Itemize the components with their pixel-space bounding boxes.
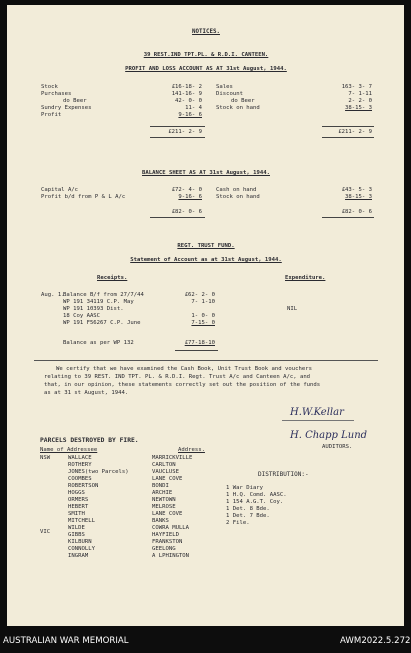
- list-item: ARCHIE: [152, 490, 173, 496]
- pl-left-label: Purchases: [41, 91, 72, 97]
- list-item: HEBERT: [68, 504, 89, 510]
- expenditure-value: NIL: [287, 306, 298, 312]
- balance-value: £77-18-10: [184, 340, 215, 346]
- list-item: GIBBS: [68, 532, 85, 538]
- pl-left-label: Profit: [41, 112, 62, 118]
- pl-left-total: £211- 2- 9: [168, 129, 202, 135]
- receipt-value: 1- 0- 0: [191, 313, 215, 319]
- list-item: WILDE: [68, 525, 85, 531]
- parcels-title: PARCELS DESTROYED BY FIRE.: [40, 437, 139, 444]
- total-rule: [150, 126, 205, 127]
- certify-line: as at 31 st August, 1944.: [44, 390, 129, 396]
- trust-subtitle: Statement of Account as at 31st August, 1944.: [130, 257, 282, 263]
- list-item: KILBURN: [68, 539, 92, 545]
- bs-left-label: Capital A/c: [41, 187, 79, 193]
- receipt-value: 7-15- 0: [191, 320, 215, 326]
- bs-right-value: 38-15- 3: [345, 194, 372, 200]
- auditor-signature-1: H.W.Kellar: [290, 407, 344, 418]
- list-item: VAUCLUSE: [152, 469, 179, 475]
- list-item: HOGGS: [68, 490, 85, 496]
- pl-left-label: Stock: [41, 84, 58, 90]
- auditors-label: AUDITORS.: [322, 444, 353, 450]
- bs-left-value: 9-16- 6: [178, 194, 202, 200]
- parcels-name-header: Name of Addressee: [40, 447, 98, 453]
- pl-left-value: 42- 0- 0: [175, 98, 202, 104]
- list-item: COOMBES: [68, 476, 92, 482]
- archive-credit: AUSTRALIAN WAR MEMORIAL: [3, 636, 129, 646]
- pl-left-label: Sundry Expenses: [41, 105, 92, 111]
- list-item: 2 File.: [226, 520, 250, 526]
- list-item: MARRICKVILLE: [152, 455, 193, 461]
- receipt-value: 7- 1-10: [191, 299, 215, 305]
- receipt-label: WP 191 10393 Dist.: [63, 306, 124, 312]
- list-item: 1 Det. 7 Bde.: [226, 513, 270, 519]
- bs-title: BALANCE SHEET AS AT 31st August, 1944.: [142, 170, 270, 176]
- list-item: LANE COVE: [152, 476, 183, 482]
- pl-right-value: 7- 1-11: [348, 91, 372, 97]
- total-rule: [322, 217, 374, 218]
- list-item: A LPHINGTON: [152, 553, 190, 559]
- bs-left-total: £82- 0- 6: [171, 209, 202, 215]
- pl-right-value: 38-15- 3: [345, 105, 372, 111]
- bs-right-label: Cash on hand: [216, 187, 257, 193]
- list-item: JONES(two Parcels): [68, 469, 129, 475]
- bs-left-value: £72- 4- 0: [171, 187, 202, 193]
- trust-title: REGT. TRUST FUND.: [177, 243, 235, 249]
- receipt-label: WP 191 F56267 C.P. June: [63, 320, 141, 326]
- list-item: MELROSE: [152, 504, 176, 510]
- pl-title: PROFIT AND LOSS ACCOUNT AS AT 31st August, 1944.: [125, 66, 287, 72]
- receipt-label: 18 Coy AASC: [63, 313, 101, 319]
- pl-right-label: Discount: [216, 91, 243, 97]
- list-item: GEELONG: [152, 546, 176, 552]
- certify-line: We certify that we have examined the Cash Book, Unit Trust Book and vouchers: [56, 366, 312, 372]
- pl-right-label: do Beer: [231, 98, 255, 104]
- pl-left-label: do Beer: [63, 98, 87, 104]
- bs-left-label: Profit b/d from P & L A/c: [41, 194, 126, 200]
- list-item: 1 War Diary: [226, 485, 264, 491]
- section-divider: [34, 360, 378, 361]
- expenditure-label: Expenditure.: [285, 275, 326, 281]
- pl-right-value: 2- 2- 0: [348, 98, 372, 104]
- parcels-address-header: Address.: [178, 447, 205, 453]
- pl-right-value: 163- 3- 7: [341, 84, 372, 90]
- unit-title: 39 REST.IND TPT.PL. & R.D.I. CANTEEN.: [143, 52, 269, 58]
- balance-label: Balance as per WP 132: [63, 340, 134, 346]
- list-item: LANE COVE: [152, 511, 183, 517]
- list-item: MITCHELL: [68, 518, 95, 524]
- list-item: CONNOLLY: [68, 546, 95, 552]
- distribution-title: DISTRIBUTION:-: [258, 471, 309, 478]
- total-rule: [150, 137, 205, 138]
- list-item: NEWTOWN: [152, 497, 176, 503]
- receipt-date: Aug. 1.: [41, 292, 65, 298]
- pl-left-value: 141-16- 9: [171, 91, 202, 97]
- list-item: COWRA MULLA: [152, 525, 190, 531]
- receipts-label: Receipts.: [97, 275, 128, 281]
- bs-right-value: £43- 5- 3: [341, 187, 372, 193]
- state-nsw: NSW: [40, 455, 51, 461]
- certify-line: relating to 39 REST. IND TPT. PL. & R.D.I. Regt. Trust A/c and Canteen A/c, and: [44, 374, 311, 380]
- list-item: 1 154 A.G.T. Coy.: [226, 499, 284, 505]
- list-item: 1 Det. 8 Bde.: [226, 506, 270, 512]
- notices-header: NOTICES.: [192, 29, 220, 35]
- auditor-signature-2: H. Chapp Lund: [290, 430, 368, 441]
- total-rule: [322, 137, 374, 138]
- total-rule: [322, 126, 374, 127]
- list-item: ROTHERY: [68, 462, 92, 468]
- pl-right-total: £211- 2- 9: [338, 129, 372, 135]
- total-rule: [150, 217, 205, 218]
- list-item: 1 H.Q. Comd. AASC.: [226, 492, 287, 498]
- signature-rule: [282, 420, 354, 421]
- bs-right-total: £82- 0- 6: [341, 209, 372, 215]
- pl-right-label: Stock on hand: [216, 105, 260, 111]
- certify-line: that, in our opinion, these statements correctly set out the position of the funds: [44, 382, 321, 388]
- list-item: SMITH: [68, 511, 85, 517]
- total-rule: [175, 350, 218, 351]
- pl-left-value: £16-18- 2: [171, 84, 202, 90]
- list-item: BONDI: [152, 483, 169, 489]
- pl-left-value: 9-16- 6: [178, 112, 202, 118]
- list-item: FRANKSTON: [152, 539, 183, 545]
- pl-right-label: Sales: [216, 84, 233, 90]
- list-item: ROBERTSON: [68, 483, 99, 489]
- state-vic: VIC: [40, 529, 51, 535]
- list-item: BANKS: [152, 518, 169, 524]
- archive-reference: AWM2022.5.272: [340, 636, 411, 646]
- list-item: WALLACE: [68, 455, 92, 461]
- list-item: ORMERS: [68, 497, 89, 503]
- receipt-label: WP 191 34119 C.P. May: [63, 299, 134, 305]
- bs-right-label: Stock on hand: [216, 194, 260, 200]
- list-item: INGRAM: [68, 553, 89, 559]
- receipt-value: £62- 2- 0: [184, 292, 215, 298]
- pl-left-value: 11- 4: [185, 105, 202, 111]
- receipt-label: Balance B/f from 27/7/44: [63, 292, 144, 298]
- list-item: CARLTON: [152, 462, 176, 468]
- list-item: HAYFIELD: [152, 532, 179, 538]
